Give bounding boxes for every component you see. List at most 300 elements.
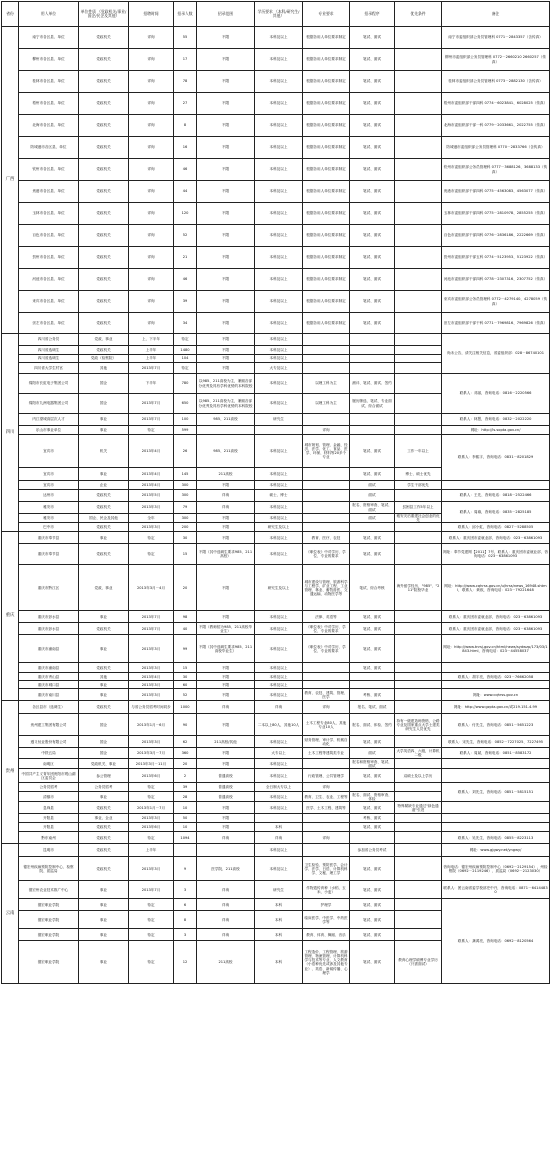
time-cell: 详询 bbox=[129, 159, 174, 181]
priority-cell bbox=[395, 701, 442, 714]
nature-cell: 党政机关 bbox=[79, 93, 129, 115]
table-row bbox=[2, 823, 550, 832]
scope-cell: 不限 bbox=[197, 346, 255, 355]
header-nature: 单位性质 （党政机关/事业/国企/民企及其他） bbox=[79, 2, 129, 27]
count-cell: 2 bbox=[174, 769, 197, 783]
priority-cell bbox=[395, 544, 442, 565]
table-row bbox=[2, 565, 550, 611]
scope-cell: 详询 bbox=[197, 502, 255, 514]
education-cell: 本科及以上 bbox=[255, 623, 303, 635]
nature-cell: 党政机关 bbox=[79, 49, 129, 71]
time-cell: 待定 bbox=[129, 911, 174, 929]
priority-cell bbox=[395, 426, 442, 435]
note-cell: 网址：http://www.cqhrss.gov.cn/u/hrss/news_16948.shtml，联系人：黄欧，咨询电话：023－79221648 bbox=[442, 565, 550, 611]
count-cell: 39 bbox=[174, 291, 197, 313]
nature-cell: 党政机关 bbox=[79, 823, 129, 832]
major-cell bbox=[303, 414, 350, 426]
unit-cell: 桂林市各区县、单位 bbox=[19, 71, 79, 93]
scope-cell: 不限 bbox=[197, 823, 255, 832]
process-cell: 报名、面试、资格审查、体检 bbox=[350, 792, 395, 802]
process-cell: 笔试、面试 bbox=[350, 623, 395, 635]
nature-cell: 党政机关 bbox=[79, 802, 129, 814]
nature-cell: 事业 bbox=[79, 681, 129, 689]
process-cell bbox=[350, 832, 395, 844]
time-cell: 待定 bbox=[129, 929, 174, 941]
count-cell: 650 bbox=[174, 394, 197, 414]
scope-cell: 不限 bbox=[197, 334, 255, 346]
count-cell: 3 bbox=[174, 881, 197, 899]
table-row bbox=[2, 49, 550, 71]
unit-cell: 南宁市各区县、单位 bbox=[19, 27, 79, 49]
major-cell: 教育、卫生、农业、工程等 bbox=[303, 792, 350, 802]
nature-cell: 党政机关 bbox=[79, 663, 129, 673]
scope-cell: 详询 bbox=[197, 911, 255, 929]
scope-cell: 以985、211高校为主，兼顾各部分优秀及具有学科优势的本科院校 bbox=[197, 394, 255, 414]
process-cell: 报名和资格审查、笔试、面试 bbox=[350, 759, 395, 769]
process-cell: 笔试、面试 bbox=[350, 911, 395, 929]
priority-cell bbox=[395, 159, 442, 181]
education-cell: 本科及以上 bbox=[255, 435, 303, 468]
time-cell: 详询 bbox=[129, 313, 174, 334]
nature-cell: 事业 bbox=[79, 426, 129, 435]
nature-cell: 党政机关 bbox=[79, 623, 129, 635]
nature-cell: 党政机关 bbox=[79, 225, 129, 247]
nature-cell: 党政机关 bbox=[79, 844, 129, 857]
table-row bbox=[2, 899, 550, 911]
priority-cell bbox=[395, 881, 442, 899]
major-cell bbox=[303, 481, 350, 490]
unit-cell: 柳州市各区县、单位 bbox=[19, 49, 79, 71]
education-cell: 本科及以上 bbox=[255, 313, 303, 334]
unit-cell: 四川省大学生村官 bbox=[19, 363, 79, 374]
time-cell: 2013年6月 bbox=[129, 769, 174, 783]
scope-cell: 不限 bbox=[197, 523, 255, 532]
time-cell: 详询 bbox=[129, 71, 174, 93]
time-cell: 2013年3月－11月 bbox=[129, 759, 174, 769]
education-cell: 本科及以上 bbox=[255, 736, 303, 748]
nature-cell: 其他 bbox=[79, 673, 129, 681]
major-cell bbox=[303, 673, 350, 681]
count-cell: 20 bbox=[174, 759, 197, 769]
education-cell: 本科及以上 bbox=[255, 681, 303, 689]
unit-cell: 重庆市黔江区 bbox=[19, 565, 79, 611]
table-row bbox=[2, 502, 550, 514]
note-cell: 玉林市委组织部干部四科 0775－2810978、2855255（传真） bbox=[442, 203, 550, 225]
education-cell: 本科及以上 bbox=[255, 844, 303, 857]
note-cell: 网址：http://ls.sopta.gov.cn/ bbox=[442, 426, 550, 435]
priority-cell bbox=[395, 523, 442, 532]
table-row bbox=[2, 663, 550, 673]
education-cell: 本科及以上 bbox=[255, 468, 303, 481]
major-cell: 财务管理、审计学、机械自动化 bbox=[304, 737, 348, 746]
unit-cell: 息烽县 bbox=[19, 802, 79, 814]
priority-cell: 持有一级建造师资格，公路专业及国家重点大学土建类研究生人员优先 bbox=[395, 714, 442, 736]
nature-cell: 党政机关 bbox=[79, 832, 129, 844]
education-cell: 本科 bbox=[255, 929, 303, 941]
table-row bbox=[2, 736, 550, 748]
scope-cell: 普通高校 bbox=[197, 783, 255, 792]
note-cell: 联系人：邱小虹，咨询电话：0827－5288505 bbox=[442, 523, 550, 532]
count-cell: 46 bbox=[174, 159, 197, 181]
count-cell: 145 bbox=[174, 468, 197, 481]
count-cell: 16 bbox=[174, 137, 197, 159]
count-cell: 40 bbox=[174, 623, 197, 635]
table-row bbox=[2, 881, 550, 899]
nature-cell: 党政机关 bbox=[79, 181, 129, 203]
nature-cell: 国企 bbox=[79, 748, 129, 759]
nature-cell: 党政机关 bbox=[79, 203, 129, 225]
scope-cell: 详询 bbox=[197, 899, 255, 911]
process-cell: 参加省公务员考试 bbox=[350, 844, 395, 857]
process-cell: 笔试、面试 bbox=[350, 532, 395, 544]
process-cell: 笔试、面试 bbox=[350, 468, 395, 481]
process-cell: 笔试、面试 bbox=[350, 802, 395, 814]
count-cell: 55 bbox=[174, 27, 197, 49]
table-row bbox=[2, 71, 550, 93]
unit-cell: 清镇市 bbox=[19, 792, 79, 802]
time-cell: 2013年3月－4月 bbox=[129, 565, 174, 611]
process-cell: 笔试、面试 bbox=[350, 291, 395, 313]
process-cell: 笔试、面试 bbox=[350, 881, 395, 899]
header-time: 招聘时间 bbox=[129, 2, 174, 27]
note-cell bbox=[442, 481, 550, 490]
priority-cell bbox=[395, 363, 442, 374]
process-cell: 笔试、面试 bbox=[350, 663, 395, 673]
scope-cell: 不限 bbox=[197, 611, 255, 623]
count-cell: 20 bbox=[174, 565, 197, 611]
time-cell: 2013年7月 bbox=[129, 611, 174, 623]
time-cell: 上、下半年 bbox=[129, 334, 174, 346]
note-cell: 梧州市委组织部干部四科 0774－6023841、6028025（传真） bbox=[442, 93, 550, 115]
major-cell: 根据各用人单位要求制定 bbox=[303, 269, 350, 291]
province-cell: 云南 bbox=[2, 844, 19, 984]
major-cell: 作物遗传育种（水稻、玉米、小麦） bbox=[303, 881, 350, 899]
priority-cell: 学生干部优先 bbox=[395, 481, 442, 490]
count-cell: 200 bbox=[174, 523, 197, 532]
unit-cell: 中铁五局 bbox=[19, 748, 79, 759]
major-cell: 根据各用人单位要求制定 bbox=[303, 27, 350, 49]
note-cell: 防城港市委组织部公务员管理科 0770－2833766（含传真） bbox=[442, 137, 550, 159]
count-cell: 10 bbox=[174, 802, 197, 814]
nature-cell: 事业 bbox=[79, 468, 129, 481]
time-cell: 详询 bbox=[129, 49, 174, 71]
count-cell: 98 bbox=[174, 611, 197, 623]
header-major: 专业要求 bbox=[303, 2, 350, 27]
count-cell: 17 bbox=[174, 49, 197, 71]
count-cell: 46 bbox=[174, 269, 197, 291]
time-cell: 2013年3月 bbox=[129, 857, 174, 881]
major-cell: 详询 bbox=[303, 832, 350, 844]
count-cell: 21 bbox=[174, 247, 197, 269]
note-cell: 联系人：重庆团市委就业部，咨询电话：023－63861093 bbox=[442, 611, 550, 623]
time-cell: 2013年1月－6月 bbox=[129, 714, 174, 736]
nature-cell: 国企 bbox=[79, 394, 129, 414]
process-cell: 笔试、面试 bbox=[350, 49, 395, 71]
major-cell bbox=[303, 355, 350, 363]
priority-cell: 海外留学经历，"985"、"211"院校毕业 bbox=[395, 565, 442, 611]
note-cell: 咨询电话：德宏州疾病预防控制中心（0692－2129154）、州检察院（0692－2119246）、质监局（0692－2123030） bbox=[442, 857, 550, 881]
nature-cell: 事业 bbox=[79, 414, 129, 426]
scope-cell: 详询 bbox=[197, 701, 255, 714]
table-row bbox=[2, 681, 550, 689]
process-cell: 笔试、面试 bbox=[350, 71, 395, 93]
nature-cell: 党政机关 bbox=[79, 490, 129, 502]
count-cell: 52 bbox=[174, 689, 197, 701]
count-cell: 15 bbox=[174, 544, 197, 565]
process-cell bbox=[350, 783, 395, 792]
table-row bbox=[2, 523, 550, 532]
note-cell: 钦州市委组织部公务员管理科 0777－3688126、3688133（传真） bbox=[442, 159, 550, 181]
major-cell: 详询 bbox=[303, 783, 350, 792]
education-cell: 本科及以上 bbox=[255, 792, 303, 802]
scope-cell: 详询 bbox=[197, 490, 255, 502]
time-cell: 详询 bbox=[129, 181, 174, 203]
unit-cell: 重庆市城口县 bbox=[19, 681, 79, 689]
nature-cell: 事业 bbox=[79, 611, 129, 623]
time-cell: 2013年4月 bbox=[129, 435, 174, 468]
note-cell: 联系人：重庆团市委就业部，咨询电话：023－63861093 bbox=[442, 623, 550, 635]
count-cell: 1480 bbox=[174, 346, 197, 355]
nature-cell: 党政机关 bbox=[79, 27, 129, 49]
scope-cell: 不限（其中选调生要求985、211高校） bbox=[197, 544, 255, 565]
unit-cell: 宜宾市 bbox=[19, 435, 79, 468]
priority-cell bbox=[395, 49, 442, 71]
unit-cell: 重庆市秀山县 bbox=[19, 673, 79, 681]
major-cell: 临床医学、中医学、中药医学等 bbox=[303, 911, 350, 929]
scope-cell: 不限 bbox=[197, 802, 255, 814]
education-cell: 二本以上80人，其他10人 bbox=[255, 714, 303, 736]
table-row bbox=[2, 532, 550, 544]
time-cell: 2013年7月 bbox=[129, 623, 174, 635]
education-cell: 本科及以上 bbox=[255, 769, 303, 783]
scope-cell: 不限 bbox=[197, 269, 255, 291]
time-cell: 详询 bbox=[129, 115, 174, 137]
education-cell: 本科及以上 bbox=[255, 225, 303, 247]
education-cell: 本科及以上 bbox=[255, 544, 303, 565]
process-cell: 笔试、面试 bbox=[350, 823, 395, 832]
priority-cell bbox=[395, 414, 442, 426]
major-cell bbox=[303, 523, 350, 532]
count-cell: 44 bbox=[174, 181, 197, 203]
process-cell: 笔试、面试 bbox=[350, 93, 395, 115]
unit-cell: 巴中市 bbox=[19, 523, 79, 532]
nature-cell: 事业 bbox=[79, 911, 129, 929]
major-cell: 根据各用人单位要求制定 bbox=[303, 159, 350, 181]
count-cell: 8 bbox=[174, 115, 197, 137]
table-row bbox=[2, 203, 550, 225]
time-cell: 详询 bbox=[129, 247, 174, 269]
table-row bbox=[2, 313, 550, 334]
note-cell: 柳州市委组织部公务员管理科 0772－2660210 2660257（传真） bbox=[442, 49, 550, 71]
process-cell: 笔试、综合考核 bbox=[350, 565, 395, 611]
scope-cell: 不限 bbox=[197, 137, 255, 159]
scope-cell: 不限 bbox=[197, 71, 255, 93]
education-cell: 本科及以上 bbox=[255, 115, 303, 137]
time-cell: 待定 bbox=[129, 941, 174, 984]
count-cell: 28 bbox=[174, 792, 197, 802]
process-cell: 笔试、面试 bbox=[350, 635, 395, 663]
count-cell: 300 bbox=[174, 481, 197, 490]
table-row bbox=[2, 93, 550, 115]
note-cell: 网址：http://www.gzpta.gov.cn/或219.151.4.99 bbox=[442, 701, 550, 714]
header-unit: 用人单位 bbox=[19, 2, 79, 27]
priority-cell bbox=[395, 374, 442, 394]
table-row bbox=[2, 481, 550, 490]
scope-cell: 不限 bbox=[197, 247, 255, 269]
note-cell: 尚未公告，请关注相关信息，省委组织部：028－86740101 bbox=[442, 334, 550, 374]
education-cell: 研究生 bbox=[255, 414, 303, 426]
table-row bbox=[2, 247, 550, 269]
major-cell: 根据各用人单位要求制定 bbox=[303, 313, 350, 334]
recruitment-table bbox=[1, 1, 550, 984]
process-cell bbox=[350, 523, 395, 532]
priority-cell bbox=[395, 823, 442, 832]
nature-cell: 事业 bbox=[79, 792, 129, 802]
time-cell: 2013年3月 bbox=[129, 681, 174, 689]
unit-cell: 德宏职业学院 bbox=[19, 911, 79, 929]
table-row bbox=[2, 435, 550, 468]
scope-cell: 详询 bbox=[197, 929, 255, 941]
scope-cell: 不限 bbox=[197, 681, 255, 689]
unit-cell: 昆明市 bbox=[19, 844, 79, 857]
priority-cell bbox=[395, 759, 442, 769]
process-cell: 笔试、面试 bbox=[350, 769, 395, 783]
count-cell: 26 bbox=[174, 435, 197, 468]
table-row bbox=[2, 374, 550, 394]
scope-cell: 不限 bbox=[197, 748, 255, 759]
nature-cell: 企业 bbox=[79, 481, 129, 490]
priority-cell bbox=[395, 346, 442, 355]
process-cell: 笔试、面试 bbox=[350, 313, 395, 334]
count-cell: 30 bbox=[174, 532, 197, 544]
note-cell bbox=[442, 769, 550, 783]
education-cell: 本科及以上 bbox=[255, 203, 303, 225]
count-cell: 9 bbox=[174, 857, 197, 881]
scope-cell: 不限 bbox=[197, 663, 255, 673]
education-cell: 本科及以上 bbox=[255, 481, 303, 490]
priority-cell bbox=[395, 689, 442, 701]
major-cell bbox=[303, 363, 350, 374]
priority-cell: 贫困县工作5年以上 bbox=[395, 502, 442, 514]
priority-cell bbox=[395, 792, 442, 802]
nature-cell: 事业 bbox=[79, 689, 129, 701]
count-cell: 78 bbox=[174, 71, 197, 93]
scope-cell: 不限 bbox=[197, 49, 255, 71]
scope-cell: 不限 bbox=[197, 181, 255, 203]
nature-cell: 其他 bbox=[79, 363, 129, 374]
note-cell bbox=[442, 823, 550, 832]
major-cell bbox=[303, 346, 350, 355]
table-row bbox=[2, 269, 550, 291]
major-cell: 《职位表》中对学历、学位、专业的要求 bbox=[303, 623, 350, 635]
scope-cell: 不限 bbox=[197, 291, 255, 313]
nature-cell: 国企 bbox=[79, 374, 129, 394]
count-cell: 12 bbox=[174, 941, 197, 984]
scope-cell bbox=[197, 426, 255, 435]
table-row bbox=[2, 714, 550, 736]
priority-cell: 特殊紧缺专业通过"绿色通道"引进 bbox=[395, 802, 442, 814]
process-cell: 笔试、面试 bbox=[350, 203, 395, 225]
header-scope: 招录范围 bbox=[197, 2, 255, 27]
scope-cell: 不限 bbox=[197, 673, 255, 681]
nature-cell: 党政机关 bbox=[79, 346, 129, 355]
note-cell: 百色市委组织部干部四科 0776－2836186、2222669（传真） bbox=[442, 225, 550, 247]
time-cell: 待定 bbox=[129, 832, 174, 844]
education-cell: 本科及以上 bbox=[255, 137, 303, 159]
education-cell: 详询 bbox=[255, 701, 303, 714]
priority-cell bbox=[395, 334, 442, 346]
header-process: 招录程序 bbox=[350, 2, 395, 27]
table-row bbox=[2, 225, 550, 247]
scope-cell: 详询 bbox=[197, 881, 255, 899]
process-cell: 笔试、面试 bbox=[350, 269, 395, 291]
major-cell bbox=[303, 490, 350, 502]
time-cell: 全年 bbox=[129, 514, 174, 523]
major-cell: 根据各用人单位要求制定 bbox=[303, 291, 350, 313]
nature-cell: 党政机关 bbox=[79, 544, 129, 565]
nature-cell: 党政机关 bbox=[79, 159, 129, 181]
count-cell: 1000 bbox=[174, 701, 197, 714]
time-cell: 待定 bbox=[129, 792, 174, 802]
count-cell: 15 bbox=[174, 663, 197, 673]
count-cell: 1094 bbox=[174, 832, 197, 844]
note-cell: 桂林市委组织部公务员管理科 0773－2882130（含传真） bbox=[442, 71, 550, 93]
major-cell: 护理学 bbox=[303, 899, 350, 911]
scope-cell: 不限 bbox=[197, 115, 255, 137]
education-cell: 本科及以上 bbox=[255, 181, 303, 203]
unit-cell: 绵阳市九洲电器集团公司 bbox=[19, 394, 79, 414]
unit-cell: 开阳县 bbox=[19, 814, 79, 823]
priority-cell: 教育心理学硕博专业学历（只需面试） bbox=[395, 941, 442, 984]
major-cell: 详询 bbox=[303, 701, 350, 714]
note-cell bbox=[442, 814, 550, 823]
time-cell: 详询 bbox=[129, 137, 174, 159]
unit-cell: 梧州市各区县、单位 bbox=[19, 93, 79, 115]
note-cell bbox=[442, 759, 550, 769]
table-row bbox=[2, 544, 550, 565]
education-cell: 大专及以上 bbox=[255, 363, 303, 374]
major-cell: 根据各用人单位要求制定 bbox=[303, 71, 350, 93]
table-row bbox=[2, 759, 550, 769]
major-cell: 根据各用人单位要求制定 bbox=[303, 115, 350, 137]
priority-cell bbox=[395, 635, 442, 663]
scope-cell: 不限 bbox=[197, 759, 255, 769]
nature-cell: 党政机关、事业 bbox=[79, 759, 129, 769]
unit-cell: 德宏职业学院 bbox=[19, 899, 79, 911]
table-row bbox=[2, 769, 550, 783]
unit-cell: 四川省选调生 bbox=[19, 355, 79, 363]
unit-cell: 贵港市各区县、单位 bbox=[19, 181, 79, 203]
process-cell: 报名、资格审查、笔试、面试 bbox=[350, 502, 395, 514]
nature-cell: 事业 bbox=[79, 941, 129, 984]
education-cell: 本科及以上 bbox=[255, 502, 303, 514]
time-cell: 2013年4月 bbox=[129, 481, 174, 490]
process-cell: 报名、面试、体检、签约 bbox=[350, 714, 395, 736]
process-cell bbox=[350, 426, 395, 435]
table-row bbox=[2, 635, 550, 663]
scope-cell: 详询 bbox=[197, 832, 255, 844]
education-cell: 本科及以上 bbox=[255, 802, 303, 814]
time-cell: 下半年 bbox=[129, 374, 174, 394]
major-cell: 以理工科为主 bbox=[303, 374, 350, 394]
time-cell: 上半年 bbox=[129, 844, 174, 857]
priority-cell bbox=[395, 814, 442, 823]
major-cell: 详询 bbox=[303, 426, 350, 435]
unit-cell: 重庆市奉节县 bbox=[19, 532, 79, 544]
note-cell bbox=[442, 802, 550, 814]
major-cell: 卫生检验、预防医学、会计学、法学、日语、计算机科学、文秘、理工学 bbox=[303, 857, 350, 881]
education-cell: 本科及以上 bbox=[255, 673, 303, 681]
